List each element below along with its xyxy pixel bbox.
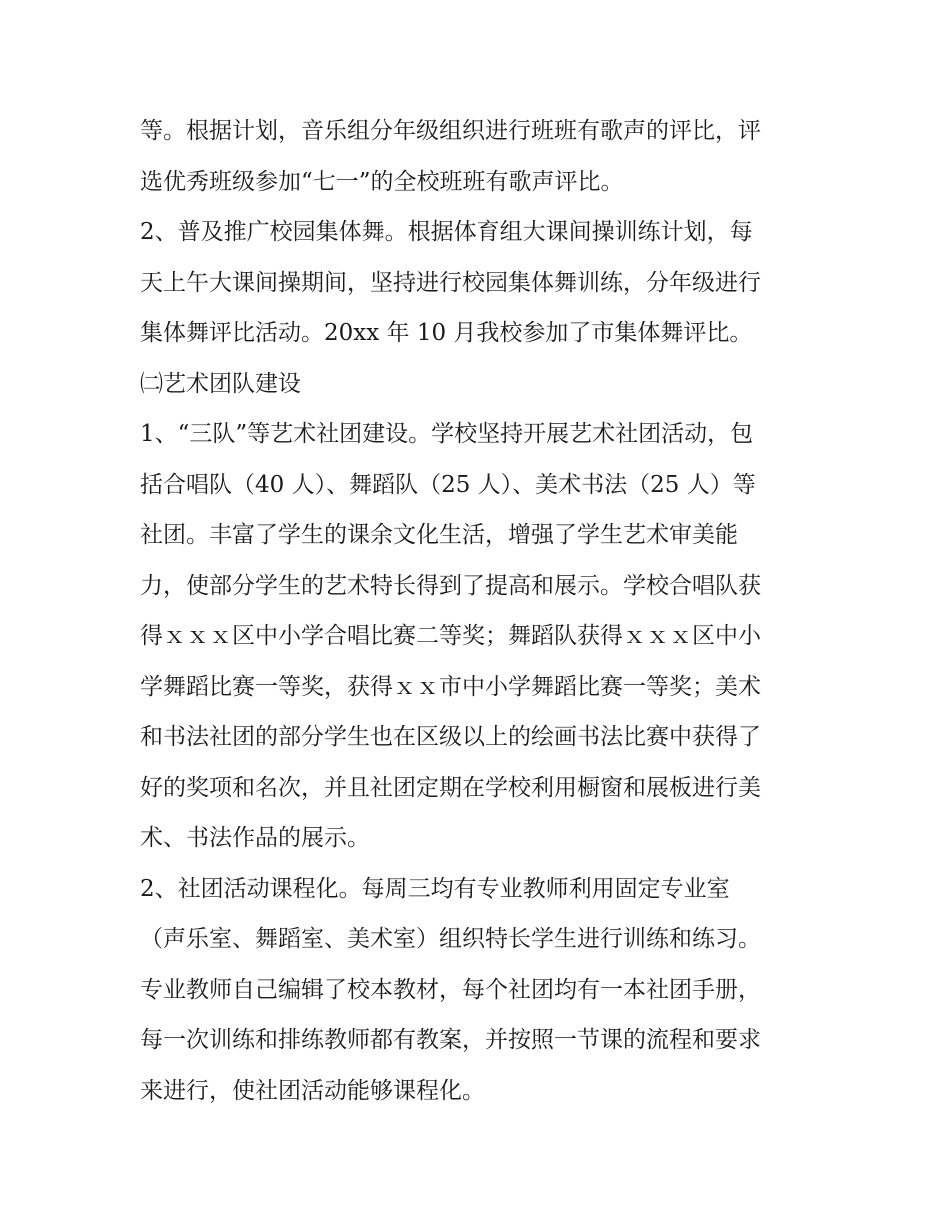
- text-line: 专业教师自己编辑了校本教材，每个社团均有一本社团手册，: [140, 976, 761, 1003]
- section-heading: ㈡艺术团队建设: [140, 370, 301, 397]
- text-line: 1、“三队”等艺术社团建设。学校坚持开展艺术社团活动，包: [140, 421, 754, 447]
- text-line: 学舞蹈比赛一等奖，获得ｘｘ市中小学舞蹈比赛一等奖；美术: [140, 673, 761, 700]
- text-line: 术、书法作品的展示。: [140, 825, 370, 851]
- text-line: 天上午大课间操期间，坚持进行校园集体舞训练，分年级进行: [140, 269, 761, 296]
- text-line: 社团。丰富了学生的课余文化生活，增强了学生艺术审美能: [140, 522, 738, 548]
- text-line: 2、普及推广校园集体舞。根据体育组大课间操训练计划，每: [140, 219, 753, 245]
- text-line: 每一次训练和排练教师都有教案，并按照一节课的流程和要求: [140, 1027, 761, 1053]
- text-line: 2、社团活动课程化。每周三均有专业教师利用固定专业室: [140, 875, 730, 902]
- text-line: 和书法社团的部分学生也在区级以上的绘画书法比赛中获得了: [140, 724, 761, 750]
- text-line: 得ｘｘｘ区中小学合唱比赛二等奖；舞蹈队获得ｘｘｘ区中小: [140, 623, 761, 649]
- text-line: 括合唱队（40 人）、舞蹈队（25 人）、美术书法（25 人）等: [140, 471, 756, 498]
- text-line: 选优秀班级参加“七一”的全校班班有歌声评比。: [140, 168, 624, 195]
- text-line: 等。根据计划，音乐组分年级组织进行班班有歌声的评比，评: [140, 118, 761, 144]
- text-line: 集体舞评比活动。20xx 年 10 月我校参加了市集体舞评比。: [140, 320, 753, 346]
- text-line: （声乐室、舞蹈室、美术室）组织特长学生进行训练和练习。: [140, 926, 761, 952]
- text-line: 力，使部分学生的艺术特长得到了提高和展示。学校合唱队获: [140, 572, 761, 599]
- document-body: [140, 106, 820, 1116]
- text-line: 来进行，使社团活动能够课程化。: [140, 1077, 485, 1104]
- text-line: 好的奖项和名次，并且社团定期在学校利用橱窗和展板进行美: [140, 774, 761, 801]
